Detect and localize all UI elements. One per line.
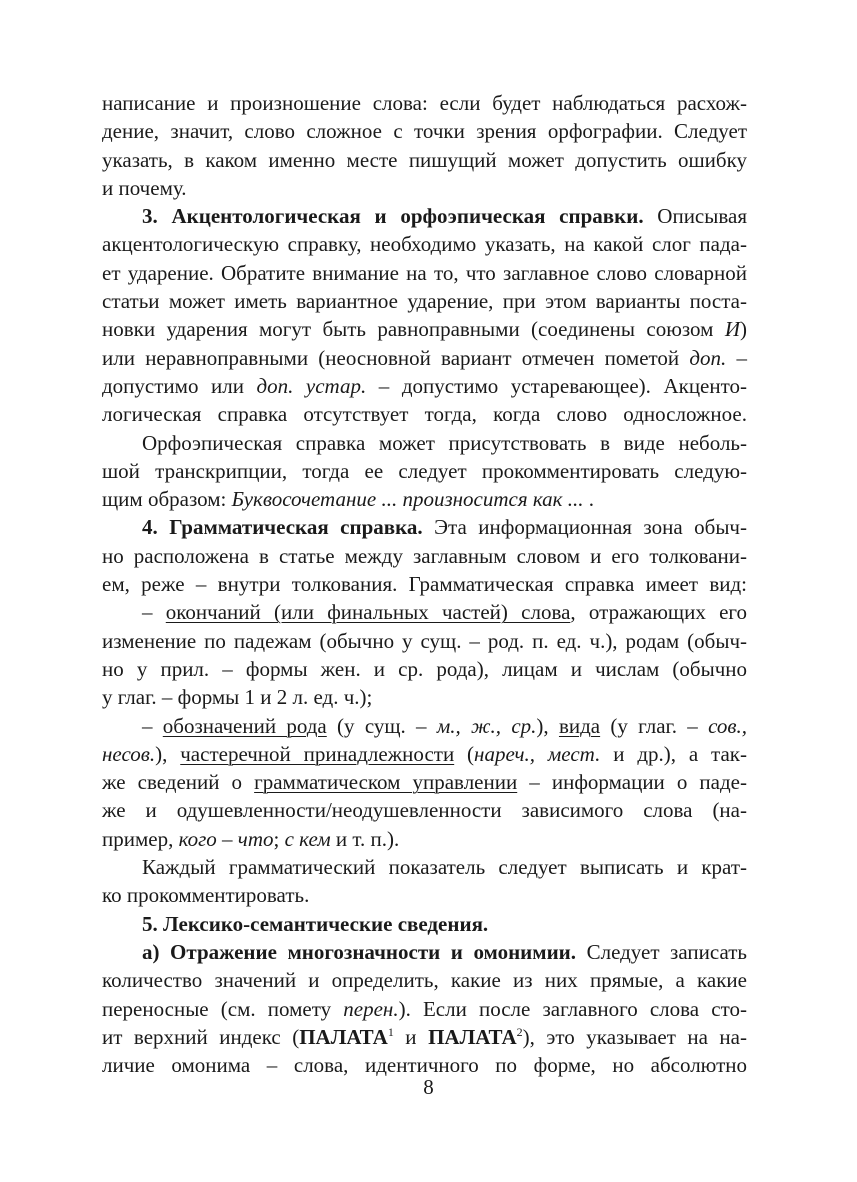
subsection-polysemy (102, 938, 747, 1079)
text-line: и почему. (102, 175, 187, 200)
text-line: акцентологическую справку, необходимо указать, на какой слог пада- (102, 232, 747, 257)
text-line: допустимо или доп. устар. – допустимо устаревающее). Акценто- (102, 373, 748, 398)
section-heading: 4. Грамматическая справка. (142, 515, 423, 540)
text-line: но расположена в статье между заглавным словом и его толковани- (102, 543, 747, 568)
text-line: же сведений о грамматическом управлении – информации о паде- (102, 770, 747, 795)
section-accentology (102, 202, 747, 428)
text-line: указать, в каком именно месте пишущий может допустить ошибку (102, 147, 747, 172)
section-grammar (102, 513, 747, 598)
text-line: у глаг. – формы 1 и 2 л. ед. ч.); (102, 685, 373, 710)
subsection-heading: а) Отражение многозначности и омонимии. (142, 939, 577, 964)
text-line: шой транскрипции, тогда ее следует прокомментировать следую- (102, 458, 747, 483)
text-line: ем, реже – внутри толкования. Грамматическая справка имеет вид: (102, 572, 747, 597)
paragraph-intro (102, 89, 747, 202)
text-line: же и одушевленности/неодушевленности зависимого слова (на- (102, 798, 747, 823)
text-line: 3. Акцентологическая и орфоэпическая справки. Описывая (142, 204, 747, 229)
text-line: личие омонима – слова, идентичного по форме, но абсолютно (102, 1053, 747, 1078)
text-line: Каждый грамматический показатель следует выписать и крат- (142, 855, 747, 880)
text-line: Орфоэпическая справка может присутствовать в виде неболь- (142, 430, 747, 455)
text-line: новки ударения могут быть равноправными (соединены союзом И) (102, 317, 747, 342)
document-page (102, 89, 747, 1079)
text-line: но у прил. – формы жен. и ср. рода), лицам и числам (обычно (102, 656, 747, 681)
text-line: ит верхний индекс (ПАЛАТА$^1$ и ПАЛАТА$^2$), это указывает на на- (102, 1024, 747, 1049)
page-number: 8 (423, 1075, 434, 1099)
text-line: несов.), частеречной принадлежности (нареч., мест. и др.), а так- (102, 741, 747, 766)
text-line: логическая справка отсутствует тогда, когда слово односложное. (102, 402, 747, 427)
text-line: ет ударение. Обратите внимание на то, что заглавное слово словарной (102, 260, 747, 285)
section-heading: 3. Акцентологическая и орфоэпическая справки. (142, 204, 644, 229)
text-line: количество значений и определить, какие из них прямые, а какие (102, 968, 747, 993)
text-line: статьи может иметь вариантное ударение, при этом варианты поста- (102, 289, 747, 314)
text-line: написание и произношение слова: если будет наблюдаться расхож- (102, 91, 747, 115)
text-line: пример, кого – что; с кем и т. п.). (102, 826, 400, 851)
text-line: – обозначений рода (у сущ. – м., ж., ср.), вида (у глаг. – сов., (142, 713, 747, 738)
paragraph-comment (102, 853, 747, 910)
text-line: дение, значит, слово сложное с точки зрения орфографии. Следует (102, 119, 747, 144)
paragraph-orthoepic (102, 429, 747, 514)
text-line: переносные (см. помету перен.). Если после заглавного слова сто- (102, 996, 747, 1021)
section-lexical (102, 910, 747, 938)
text-line (102, 910, 747, 938)
list-item-gender (102, 712, 747, 853)
section-heading: 5. Лексико-семантические сведения. (142, 911, 489, 936)
text-line: изменение по падежам (обычно у сущ. – род. п. ед. ч.), родам (обыч- (102, 628, 747, 653)
text-line: или неравноправными (неосновной вариант отмечен пометой доп. – (102, 345, 747, 370)
text-line: – окончаний (или финальных частей) слова, отражающих его (142, 600, 748, 625)
text-line: а) Отражение многозначности и омонимии. Следует записать (142, 939, 747, 964)
text-line: 4. Грамматическая справка. Эта информационная зона обыч- (142, 515, 747, 540)
text-line: ко прокомментировать. (102, 883, 310, 908)
text-line: щим образом: Буквосочетание ... произносится как ... . (102, 487, 595, 512)
list-item-endings (102, 598, 747, 711)
